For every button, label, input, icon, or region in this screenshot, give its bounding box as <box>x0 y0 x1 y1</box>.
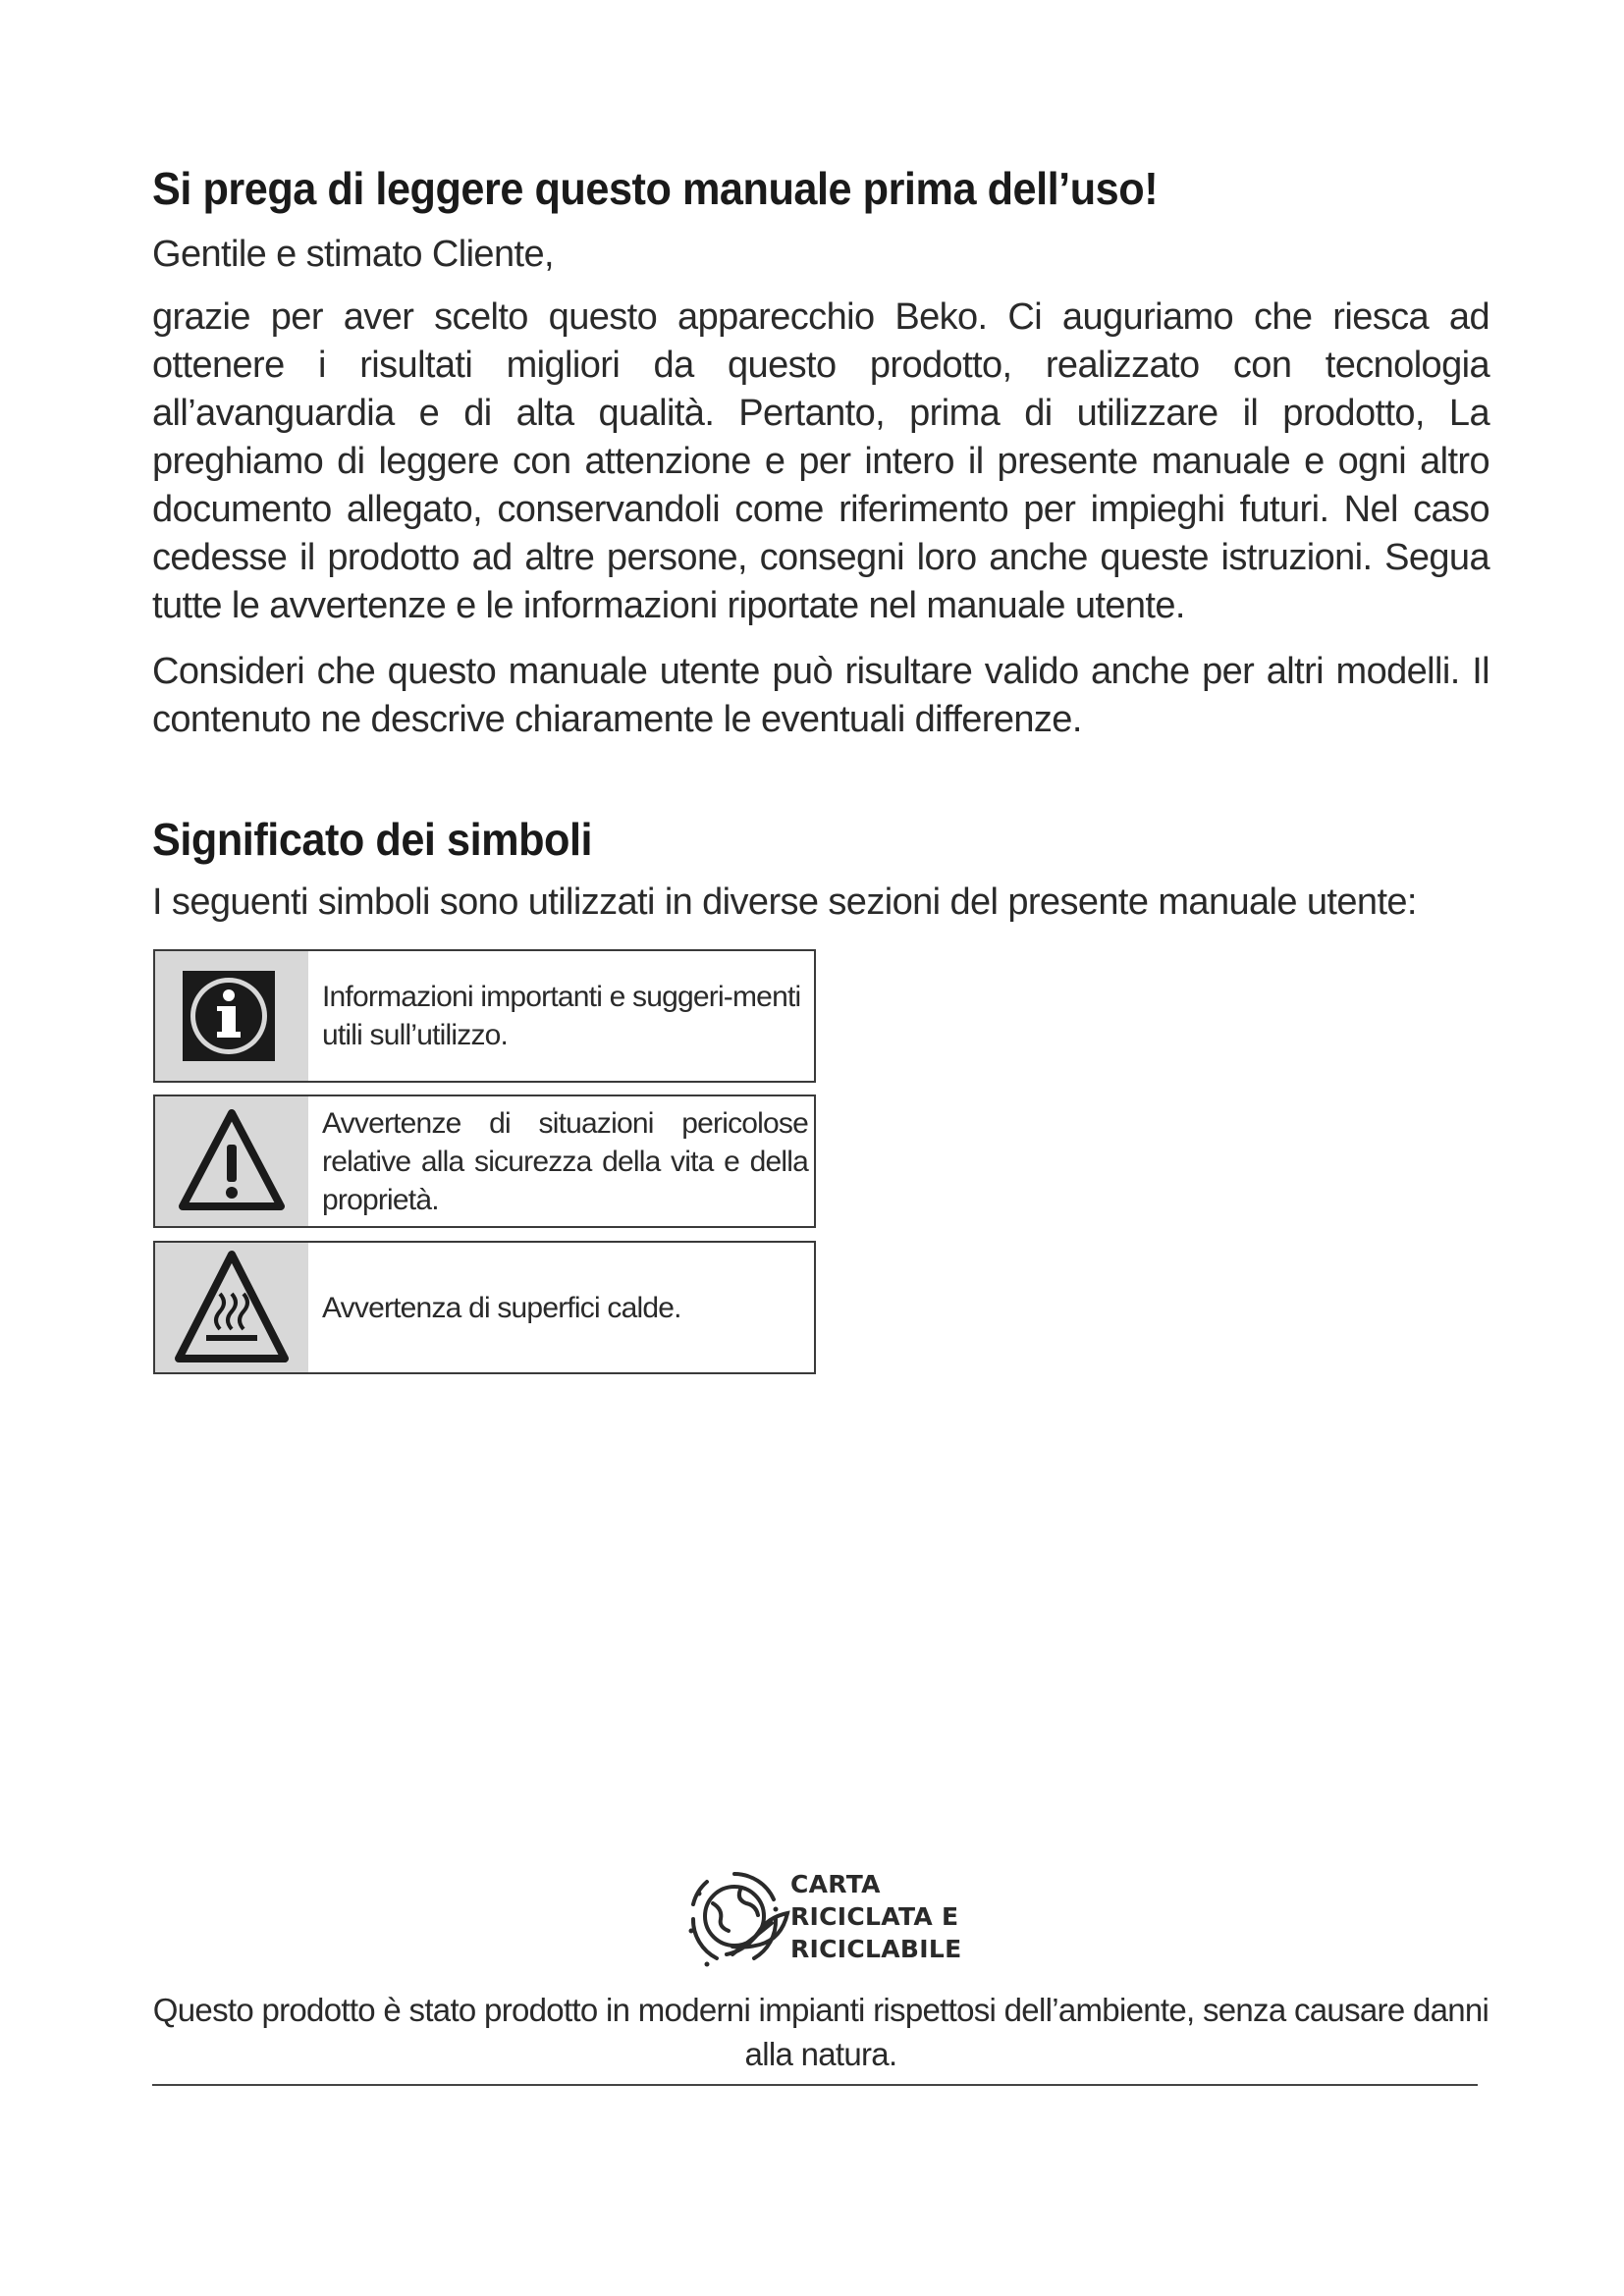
symbol-description: Informazioni importanti e suggeri-menti utili sull’utilizzo. <box>322 981 801 1051</box>
symbol-description: Avvertenze di situazioni pericolose relative alla sicurezza della vita e della proprietà. <box>322 1106 808 1216</box>
symbol-description: Avvertenza di superfici calde. <box>322 1291 681 1324</box>
hot-surface-icon <box>155 1243 308 1372</box>
note-paragraph: Consideri che questo manuale utente può risultare valido anche per altri modelli. Il contenuto ne descrive chiaramente le eventuali differenze. <box>152 651 1489 740</box>
warning-icon <box>155 1096 308 1226</box>
symbol-text-cell <box>322 1243 808 1372</box>
greeting-text: Gentile e stimato Cliente, <box>152 234 554 275</box>
symbol-icon-cell <box>155 1243 308 1372</box>
symbols-heading: Significato dei simboli <box>152 814 593 865</box>
eco-label-line1: CARTA <box>790 1870 881 1898</box>
eco-label-line2: RICICLATA E <box>790 1902 959 1931</box>
symbol-row-warning <box>153 1095 816 1228</box>
symbol-text-cell <box>322 951 808 1081</box>
symbol-icon-cell <box>155 1096 308 1226</box>
footer-divider <box>152 2084 1478 2086</box>
symbol-icon-cell <box>155 951 308 1081</box>
symbols-intro-text: I seguenti simboli sono utilizzati in diverse sezioni del presente manuale utente: <box>152 881 1417 923</box>
symbol-row-hot-surface <box>153 1241 816 1374</box>
intro-paragraph: grazie per aver scelto questo apparecchio Beko. Ci auguriamo che riesca ad ottenere i risultati migliori da questo prodotto, realizzato con tecnologia all’avanguardia e di alta qualità. Pertanto, prima di utilizzare il prodotto, La preghiamo di leggere con attenzione e per intero il presente manuale e ogni altro documento allegato, conservandoli come riferimento per impieghi futuri. Nel caso cedesse il prodotto ad altre persone, consegni loro anche queste istruzioni. Segua tutte le avvertenze e le informazioni riportate nel manuale utente. <box>152 296 1489 626</box>
eco-label-line3: RICICLABILE <box>790 1935 962 1963</box>
info-icon <box>155 951 308 1081</box>
symbol-row-info <box>153 949 816 1083</box>
symbol-text-cell <box>322 1096 808 1226</box>
eco-label-text <box>790 1868 962 1965</box>
footer-text: Questo prodotto è stato prodotto in moderni impianti rispettosi dell’ambiente, senza causare danni alla natura. <box>152 1992 1489 2072</box>
main-heading: Si prega di leggere questo manuale prima dell’uso! <box>152 163 1159 214</box>
